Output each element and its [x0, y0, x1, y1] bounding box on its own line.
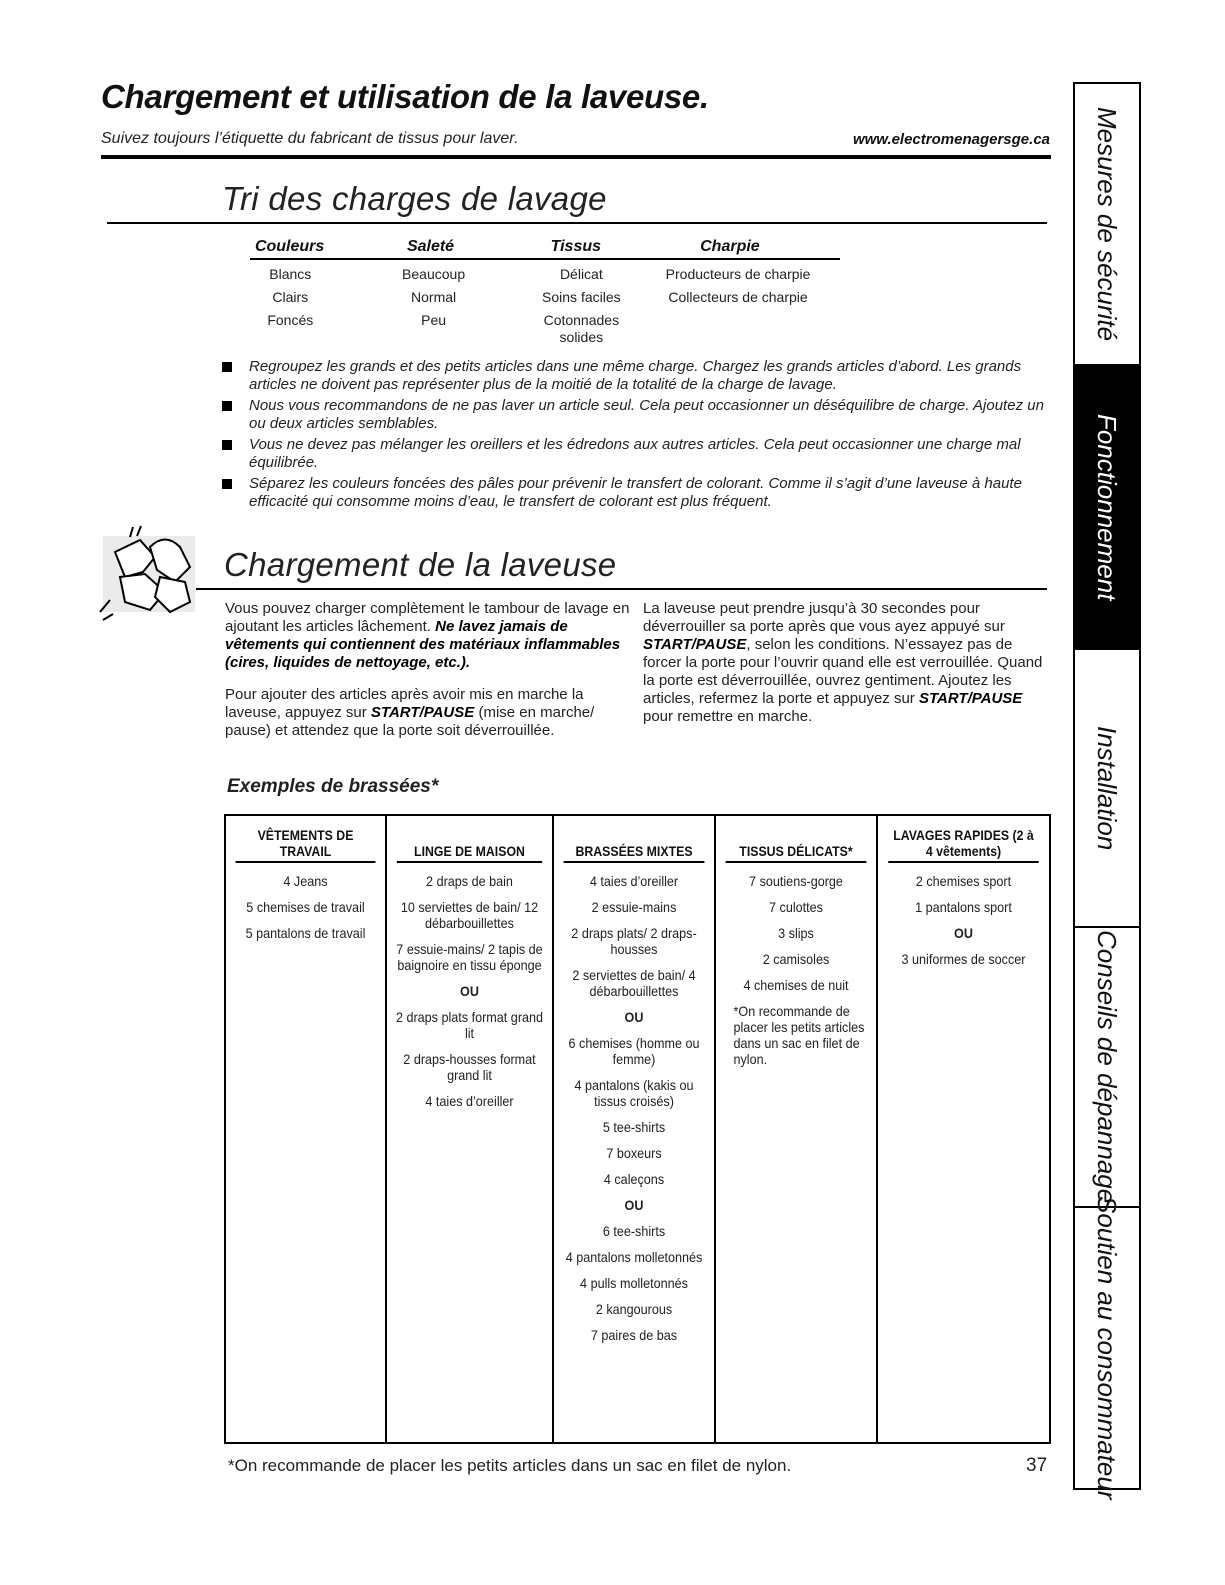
table-item: 6 chemises (homme ou femme) — [568, 1035, 700, 1067]
list-item-text: Vous ne devez pas mélanger les oreillers et les édredons aux autres articles. Cela peut occasionner une charge mal équilibrée. — [249, 436, 1021, 471]
column-delicates — [716, 816, 878, 1442]
list-item-text: Regroupez les grands et des petits articles dans une même charge. Chargez les grands articles d’abord. Les grands articles ne doivent pas représenter plus de la moitié de la totalité de la charge de lavage. — [249, 358, 1022, 393]
table-item: 2 camisoles — [762, 951, 830, 967]
tab-label: Installation — [1092, 725, 1122, 851]
list-item — [222, 436, 1052, 472]
tab-troubleshooting[interactable] — [1075, 928, 1139, 1208]
column-header: LAVAGES RAPIDES (2 à 4 vêtements) — [888, 816, 1038, 863]
table-item: 4 chemises de nuit — [743, 977, 849, 993]
square-bullet-icon — [222, 440, 232, 450]
loading-paragraph — [225, 600, 635, 672]
column-work-clothes — [226, 816, 387, 1442]
tab-consumer-support[interactable] — [1075, 1196, 1139, 1500]
table-item: 2 essuie-mains — [591, 899, 677, 915]
or-separator: OU — [460, 983, 479, 999]
paragraph-text: Pour ajouter des articles après avoir mis en marche la laveuse, appuyez sur — [225, 686, 584, 721]
or-separator: OU — [624, 1197, 644, 1213]
sorting-cell: Beaucoup — [402, 266, 466, 282]
table-item: 7 boxeurs — [606, 1145, 662, 1161]
table-item: 7 soutiens-gorge — [749, 873, 843, 889]
table-item: 2 draps plats/ 2 draps-housses — [571, 925, 697, 957]
sorting-column-colors — [250, 260, 331, 346]
column-header: BRASSÉES MIXTES — [564, 816, 705, 863]
column-mixed-loads — [554, 816, 716, 1442]
table-item: 6 tee-shirts — [602, 1223, 666, 1239]
paragraph-text: Vous pouvez charger complètement le tambour de lavage en ajoutant les articles lâchement. — [225, 600, 630, 635]
loading-section-title: Chargement de la laveuse — [224, 546, 617, 583]
table-item: 7 paires de bas — [590, 1327, 678, 1343]
column-header: TISSUS DÉLICATS* — [726, 816, 867, 863]
table-item: 5 pantalons de travail — [245, 925, 366, 941]
list-item-text: Séparez les couleurs foncées des pâles pour prévenir le transfert de colorant. Comme il s’agit d’une laveuse à haute efficacité qui consomme moins d’eau, le transfert de colorant est plus fréquent. — [249, 475, 1022, 510]
loading-paragraph — [643, 600, 1053, 726]
table-item: 4 Jeans — [283, 873, 328, 889]
sorting-header-colors: Couleurs — [254, 238, 325, 255]
tab-safety[interactable] — [1075, 84, 1139, 366]
tab-operation[interactable] — [1075, 366, 1139, 650]
sorting-cell: Délicat — [559, 266, 603, 282]
footnote: *On recommande de placer les petits articles dans un sac en filet de nylon. — [228, 1456, 792, 1475]
table-item: 2 kangourous — [595, 1301, 673, 1317]
table-item: 2 draps de bain — [426, 873, 513, 889]
paragraph-text: , selon les conditions. N’essayez pas de forcer la porte pour l’ouvrir quand elle est verrouillée. Quand la porte est déverrouillée, ouvrez gentiment. Ajoutez les articles, refermez la porte et appuyez sur — [643, 636, 1043, 707]
sorting-tips-list — [222, 358, 1052, 514]
tab-installation[interactable] — [1075, 650, 1139, 928]
column-header: VÊTEMENTS DE TRAVAIL — [236, 816, 376, 863]
sorting-cell: Soins faciles — [542, 289, 621, 305]
delicates-note: *On recommande de placer les petits articles dans un sac en filet de nylon. — [733, 1003, 865, 1067]
sorting-header-fabrics: Tissus — [550, 238, 602, 255]
or-separator: OU — [954, 925, 973, 941]
table-item: 7 essuie-mains/ 2 tapis de baignoire en tissu éponge — [396, 941, 543, 973]
paragraph-text: pour remettre en marche. — [643, 708, 813, 725]
sorting-cell: Normal — [411, 289, 457, 305]
tab-label: Conseils de dépannage — [1092, 930, 1122, 1204]
table-item: 1 pantalons sport — [915, 899, 1012, 915]
section-divider — [196, 588, 1047, 590]
sorting-cell: Cotonnades solides — [543, 312, 620, 345]
paragraph-text: (mise en marche/ pause) et attendez que la porte soit déverrouillée. — [225, 704, 595, 739]
sorting-cell: Producteurs de charpie — [665, 266, 811, 282]
load-examples-table — [224, 814, 1051, 1444]
laundry-clothes-icon — [95, 522, 205, 627]
sorting-section-title: Tri des charges de lavage — [222, 180, 607, 217]
tab-label: Soutien au consommateur — [1092, 1196, 1122, 1500]
sorting-column-fabrics — [537, 260, 627, 346]
square-bullet-icon — [222, 362, 232, 372]
tab-label: Mesures de sécurité — [1092, 106, 1122, 342]
sorting-column-soil — [331, 260, 537, 346]
page-subtitle: Suivez toujours l’étiquette du fabricant de tissus pour laver. — [101, 130, 519, 147]
table-item: 3 uniformes de soccer — [901, 951, 1026, 967]
list-item-text: Nous vous recommandons de ne pas laver un article seul. Cela peut occasionner un déséquilibre de charge. Ajoutez un ou deux articles semblables. — [249, 397, 1044, 432]
table-item: 2 chemises sport — [915, 873, 1012, 889]
table-item: 10 serviettes de bain/ 12 débarbouillettes — [400, 899, 539, 931]
header-divider — [101, 155, 1051, 159]
column-header: LINGE DE MAISON — [397, 816, 542, 863]
table-item: 2 draps plats format grand lit — [395, 1009, 544, 1041]
button-name-text: START/PAUSE — [918, 690, 1023, 707]
table-item: 2 serviettes de bain/ 4 débarbouillettes — [572, 967, 696, 999]
table-item: 2 draps-housses format grand lit — [403, 1051, 536, 1083]
table-item: 4 taies d’oreiller — [425, 1093, 514, 1109]
list-item — [222, 397, 1052, 433]
sorting-header-lint: Charpie — [700, 238, 760, 255]
table-item: 4 caleçons — [603, 1171, 665, 1187]
sorting-table — [250, 238, 850, 346]
page-title: Chargement et utilisation de la laveuse. — [101, 78, 709, 115]
warning-text: Ne lavez jamais de vêtements qui contiennent des matériaux inflammables (cires, liquides de nettoyage, etc.). — [225, 618, 621, 671]
square-bullet-icon — [222, 401, 232, 411]
page-number: 37 — [1026, 1455, 1048, 1476]
sorting-cell: Peu — [421, 312, 447, 328]
sorting-cell: Foncés — [267, 312, 314, 328]
sorting-header-soil: Saleté — [406, 238, 455, 255]
or-separator: OU — [624, 1009, 644, 1025]
square-bullet-icon — [222, 479, 232, 489]
table-item: 7 culottes — [769, 899, 823, 915]
table-item: 4 pulls molletonnés — [580, 1275, 688, 1291]
table-item: 4 pantalons molletonnés — [565, 1249, 703, 1265]
button-name-text: START/PAUSE — [370, 704, 475, 721]
sorting-cell: Clairs — [272, 289, 309, 305]
website-link[interactable]: www.electromenagersge.ca — [852, 131, 1050, 148]
table-item: 5 tee-shirts — [602, 1119, 666, 1135]
tab-label: Fonctionnement — [1092, 413, 1122, 601]
sorting-cell: Collecteurs de charpie — [668, 289, 808, 305]
loading-paragraph — [225, 686, 635, 740]
section-divider — [107, 222, 1047, 224]
sorting-cell: Blancs — [269, 266, 312, 282]
list-item — [222, 358, 1052, 394]
paragraph-text: La laveuse peut prendre jusqu’à 30 secondes pour déverrouiller sa porte après que vous ayez appuyé sur — [643, 600, 1005, 635]
side-tab-navigation — [1073, 82, 1141, 1500]
table-item: 4 pantalons (kakis ou tissus croisés) — [574, 1077, 694, 1109]
table-item: 4 taies d’oreiller — [589, 873, 679, 889]
list-item — [222, 475, 1052, 511]
sorting-table-header — [250, 238, 840, 260]
examples-title: Exemples de brassées* — [227, 776, 439, 797]
table-item: 5 chemises de travail — [246, 899, 365, 915]
table-item: 3 slips — [778, 925, 814, 941]
sorting-column-lint — [626, 260, 850, 346]
column-household-linen — [387, 816, 554, 1442]
button-name-text: START/PAUSE — [643, 636, 747, 653]
column-quick-washes — [878, 816, 1049, 1442]
